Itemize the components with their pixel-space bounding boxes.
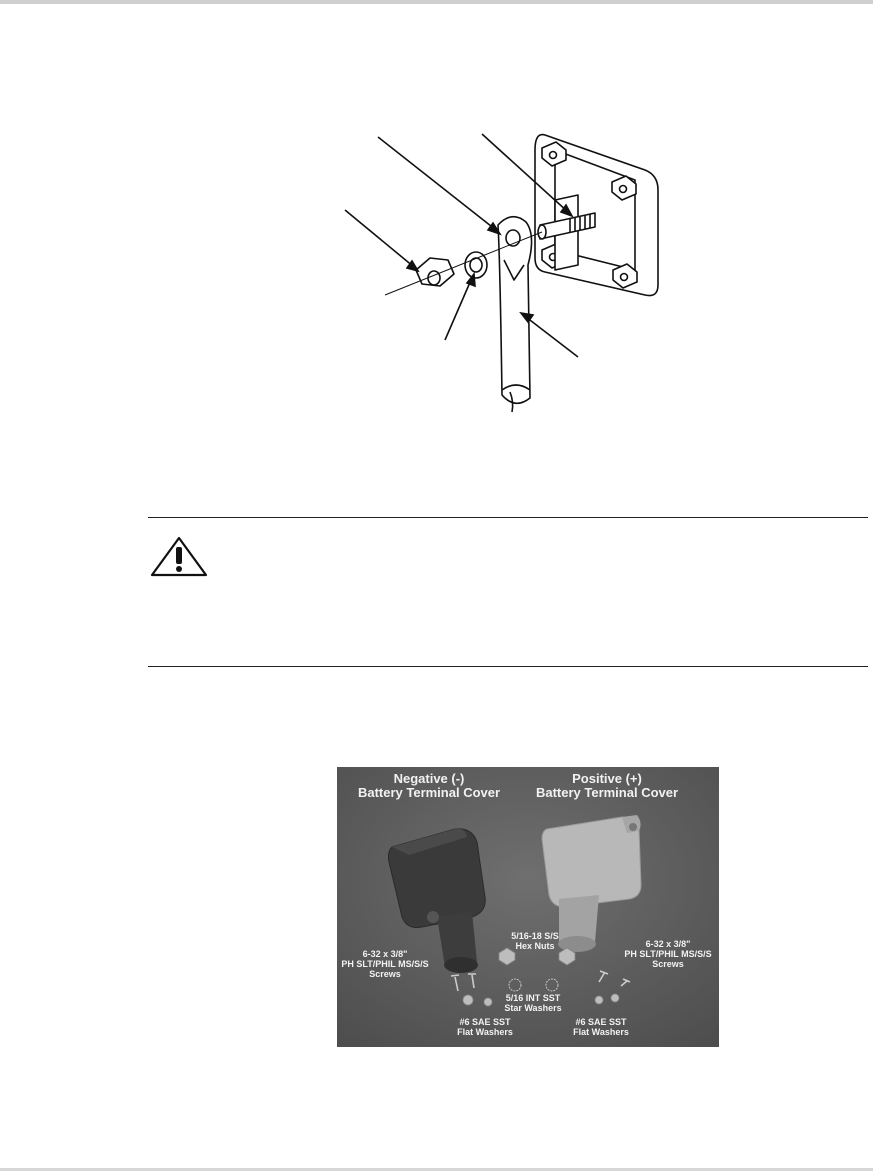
star-washers-label: 5/16 INT SST Star Washers <box>504 993 562 1013</box>
negative-cover-label: Negative (-) Battery Terminal Cover <box>357 771 501 801</box>
footer-rule <box>0 1168 873 1171</box>
hex-nuts-label: 5/16-18 S/S Hex Nuts <box>511 931 559 951</box>
hex-nut <box>416 258 454 286</box>
left-flat-washers-label: #6 SAE SST Flat Washers <box>457 1017 513 1037</box>
terminal-assembly-diagram <box>330 120 670 430</box>
terminal-cover-kit-photo <box>337 767 719 1047</box>
positive-cover-label: Positive (+) Battery Terminal Cover <box>535 771 679 801</box>
warning-icon <box>150 536 208 578</box>
header-rule <box>0 0 873 4</box>
right-screws-label: 6-32 x 3/8" PH SLT/PHIL MS/S/S Screws <box>624 939 712 969</box>
left-screws-label: 6-32 x 3/8" PH SLT/PHIL MS/S/S Screws <box>341 949 429 979</box>
warning-rule-bottom <box>148 666 868 667</box>
right-flat-washers-label: #6 SAE SST Flat Washers <box>573 1017 629 1037</box>
warning-rule-top <box>148 517 868 518</box>
